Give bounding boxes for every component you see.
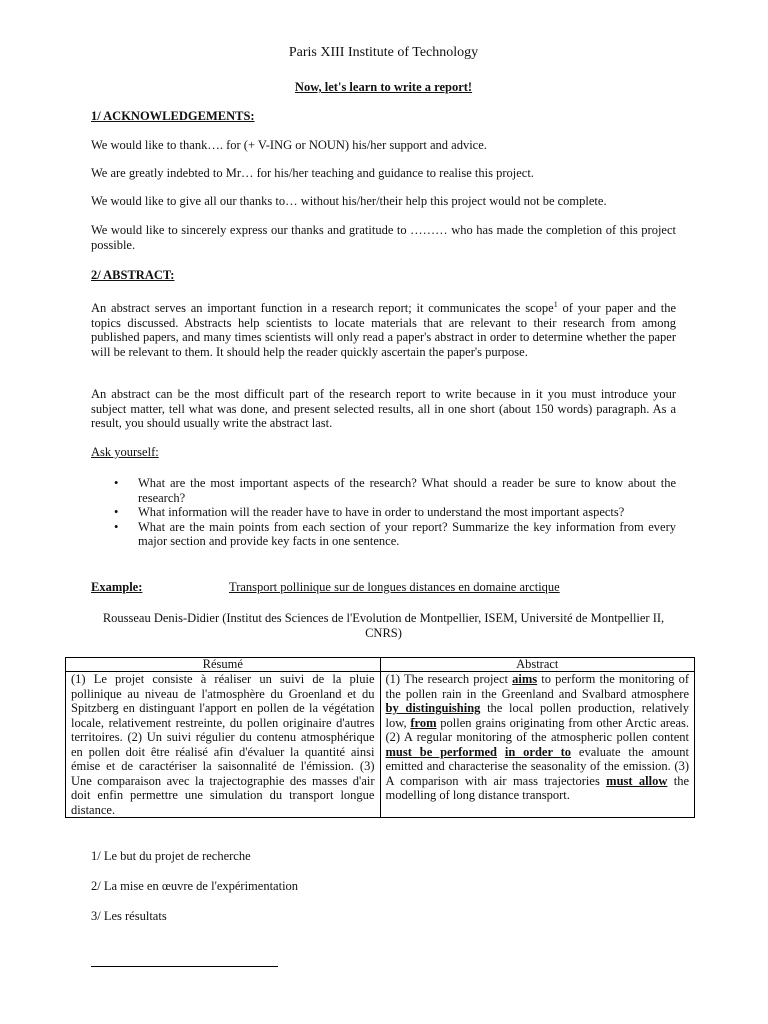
list-item: [91, 520, 676, 549]
example-author: Rousseau Denis-Didier (Institut des Sciences de l'Evolution de Montpellier, ISEM, Université de Montpellier II, CNRS): [102, 611, 665, 640]
question-list: [91, 476, 676, 549]
abstract-text: (1) The research project: [385, 672, 513, 686]
acknowledgements-heading: 1/ ACKNOWLEDGEMENTS:: [91, 109, 255, 123]
ack-paragraph-4: We would like to sincerely express our thanks and gratitude to ……… who has made the completion of this project possible.: [91, 223, 676, 252]
highlight-term: aims: [512, 672, 538, 686]
bullet-icon: •: [114, 519, 119, 534]
document-subtitle: Now, let's learn to write a report!: [294, 80, 473, 94]
list-item-text: What information will the reader have to have in order to understand the most important aspects?: [138, 505, 625, 519]
table-header-row: [66, 658, 695, 672]
outline-item-1: 1/ Le but du projet de recherche: [91, 849, 251, 863]
highlight-term: from: [410, 715, 437, 730]
abstract-paragraph-1: [91, 298, 676, 359]
bullet-icon: •: [114, 505, 119, 519]
outline-item-2: 2/ La mise en œuvre de l'expérimentation: [91, 879, 299, 893]
ask-yourself-label: Ask yourself:: [91, 445, 159, 459]
abstract-text: evaluate the amount emitted and characterise the seasonality of the emission. (3) A comparison with air mass trajectories: [385, 744, 689, 788]
example-label: Example:: [91, 580, 143, 594]
abstract-paragraph-2: An abstract can be the most difficult part of the research report to write because in it you must introduce your subject matter, tell what was done, and present selected results, all in one short (about 150 words) paragraph. As a result, you should usually write the abstract last.: [91, 387, 676, 430]
table-row: [66, 672, 695, 818]
abstract-header: Abstract: [380, 658, 695, 672]
list-item: [91, 476, 676, 505]
example-title: Transport pollinique sur de longues distances en domaine arctique: [229, 580, 560, 594]
abstract-text: the modelling of long distance transport.: [385, 773, 689, 802]
resume-cell: (1) Le projet consiste à réaliser un suivi de la pluie pollinique au niveau de l'atmosphère du Groenland et du Spitzberg en distinguant l'apport en pollen de la végétation locale, relativement restreinte, du pollen originaire d'autres territoires. (2) Un suivi régulier du contenu atmosphérique en pollen doit être réalisé afin d'évaluer la quantité ainsi émise et de caractériser la saisonnalité de l'émission. (3) Une comparaison avec la trajectographie des masses d'air doit enfin permettre une simulation du transport longue distance.: [66, 672, 381, 818]
resume-abstract-table: [65, 657, 695, 818]
outline-item-3: 3/ Les résultats: [91, 909, 167, 923]
abstract-text: [497, 745, 505, 759]
list-item-text: What are the most important aspects of the research? What should a reader be sure to know about the research?: [138, 476, 676, 505]
footnote-separator: [91, 966, 278, 967]
highlight-term: must allow: [606, 773, 668, 788]
abstract-text: to perform the monitoring of the pollen rain in the Greenland and Svalbard atmosphere: [385, 672, 689, 701]
resume-header: Résumé: [66, 658, 381, 672]
footnote-marker: 1: [553, 300, 558, 309]
list-item: [91, 505, 676, 520]
abstract-text: the local pollen production, relatively low,: [385, 701, 689, 730]
highlight-term: must be performed: [385, 744, 498, 759]
abstract-heading: 2/ ABSTRACT:: [91, 268, 175, 282]
highlight-term: by distinguishing: [385, 701, 481, 715]
list-item-text: What are the main points from each section of your report? Summarize the key information from every major section and provide key facts in one sentence.: [138, 519, 676, 548]
abstract-paragraph-1-start: An abstract serves an important function in a research report; it communicates the scope: [91, 301, 554, 316]
ack-paragraph-2: We are greatly indebted to Mr… for his/her teaching and guidance to realise this project.: [91, 166, 534, 180]
bullet-icon: •: [114, 476, 119, 490]
highlight-term: in order to: [504, 744, 572, 759]
ack-paragraph-1: We would like to thank…. for (+ V-ING or NOUN) his/her support and advice.: [91, 138, 487, 152]
ack-paragraph-3: We would like to give all our thanks to… without his/her/their help this project would not be complete.: [91, 194, 607, 208]
abstract-text: pollen grains originating from other Arctic areas. (2) A regular monitoring of the atmospheric pollen content: [385, 715, 689, 744]
abstract-paragraph-1-end: of your paper and the topics discussed. Abstracts help scientists to locate materials that are relevant to their research from among published papers, and many times scientists will only read a paper's abstract in order to determine whether the paper will be relevant to them. It should help the reader quickly ascertain the paper's purpose.: [91, 301, 676, 359]
abstract-cell: [380, 672, 695, 818]
document-title: Paris XIII Institute of Technology: [288, 45, 479, 60]
